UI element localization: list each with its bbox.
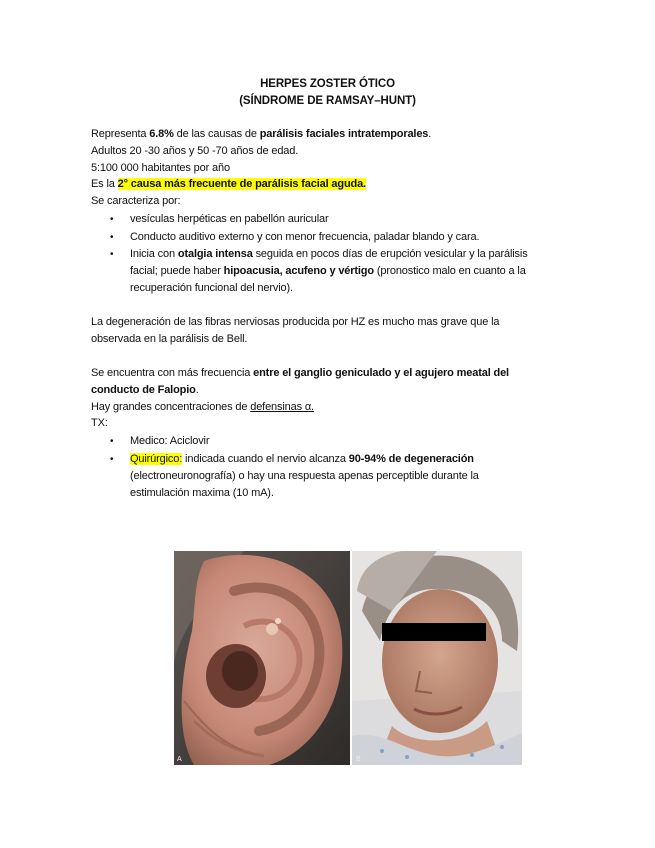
panel-label-b: B bbox=[356, 756, 361, 763]
treatment-bullet-medical: Medico: Aciclovir bbox=[130, 435, 210, 447]
bullet-icon: • bbox=[110, 454, 114, 465]
bullet-icon: • bbox=[110, 436, 114, 447]
intro-line-5: Se caracteriza por: bbox=[91, 195, 181, 207]
bullet-icon: • bbox=[110, 232, 114, 243]
intro-line-3: 5:100 000 habitantes por año bbox=[91, 162, 230, 174]
bullet-icon: • bbox=[110, 249, 114, 260]
degeneration-line-1: La degeneración de las fibras nerviosas producida por HZ es mucho mas grave que la bbox=[91, 316, 500, 328]
ear-photo bbox=[174, 551, 350, 765]
clinical-figure bbox=[174, 551, 522, 765]
location-line-3: Hay grandes concentraciones de defensinas α. bbox=[91, 401, 314, 413]
document-subtitle: (SÍNDROME DE RAMSAY–HUNT) bbox=[239, 95, 416, 107]
feature-bullet-1: vesículas herpéticas en pabellón auricular bbox=[130, 213, 329, 225]
feature-bullet-3-line-1: Inicia con otalgia intensa seguida en pocos días de erupción vesicular y la parálisis bbox=[130, 248, 528, 260]
bullet-icon: • bbox=[110, 214, 114, 225]
intro-line-2: Adultos 20 -30 años y 50 -70 años de edad. bbox=[91, 145, 299, 157]
panel-label-a: A bbox=[177, 756, 182, 763]
feature-bullet-3-line-3: recuperación funcional del nervio). bbox=[130, 282, 293, 294]
location-line-1: Se encuentra con más frecuencia entre el ganglio geniculado y el agujero meatal del bbox=[91, 367, 509, 379]
degeneration-line-2: observada en la parálisis de Bell. bbox=[91, 333, 248, 345]
face-photo bbox=[352, 551, 522, 765]
treatment-heading: TX: bbox=[91, 417, 108, 429]
document-title: HERPES ZOSTER ÓTICO bbox=[260, 78, 395, 90]
face-illustration bbox=[352, 551, 522, 765]
treatment-bullet-surgical-line-2: (electroneuronografía) o hay una respuesta apenas perceptible durante la bbox=[130, 470, 479, 482]
location-line-2: conducto de Falopio. bbox=[91, 384, 199, 396]
ear-illustration bbox=[174, 551, 350, 765]
treatment-bullet-surgical-line-1: Quirúrgico: indicada cuando el nervio alcanza 90-94% de degeneración bbox=[130, 453, 474, 465]
intro-line-1: Representa 6.8% de las causas de parálisis faciales intratemporales. bbox=[91, 128, 432, 140]
treatment-bullet-surgical-line-3: estimulación maxima (10 mA). bbox=[130, 487, 274, 499]
intro-line-4: Es la 2° causa más frecuente de parálisis facial aguda. bbox=[91, 178, 366, 190]
feature-bullet-3-line-2: facial; puede haber hipoacusia, acufeno y vértigo (pronostico malo en cuanto a la bbox=[130, 265, 526, 277]
feature-bullet-2: Conducto auditivo externo y con menor frecuencia, paladar blando y cara. bbox=[130, 231, 480, 243]
